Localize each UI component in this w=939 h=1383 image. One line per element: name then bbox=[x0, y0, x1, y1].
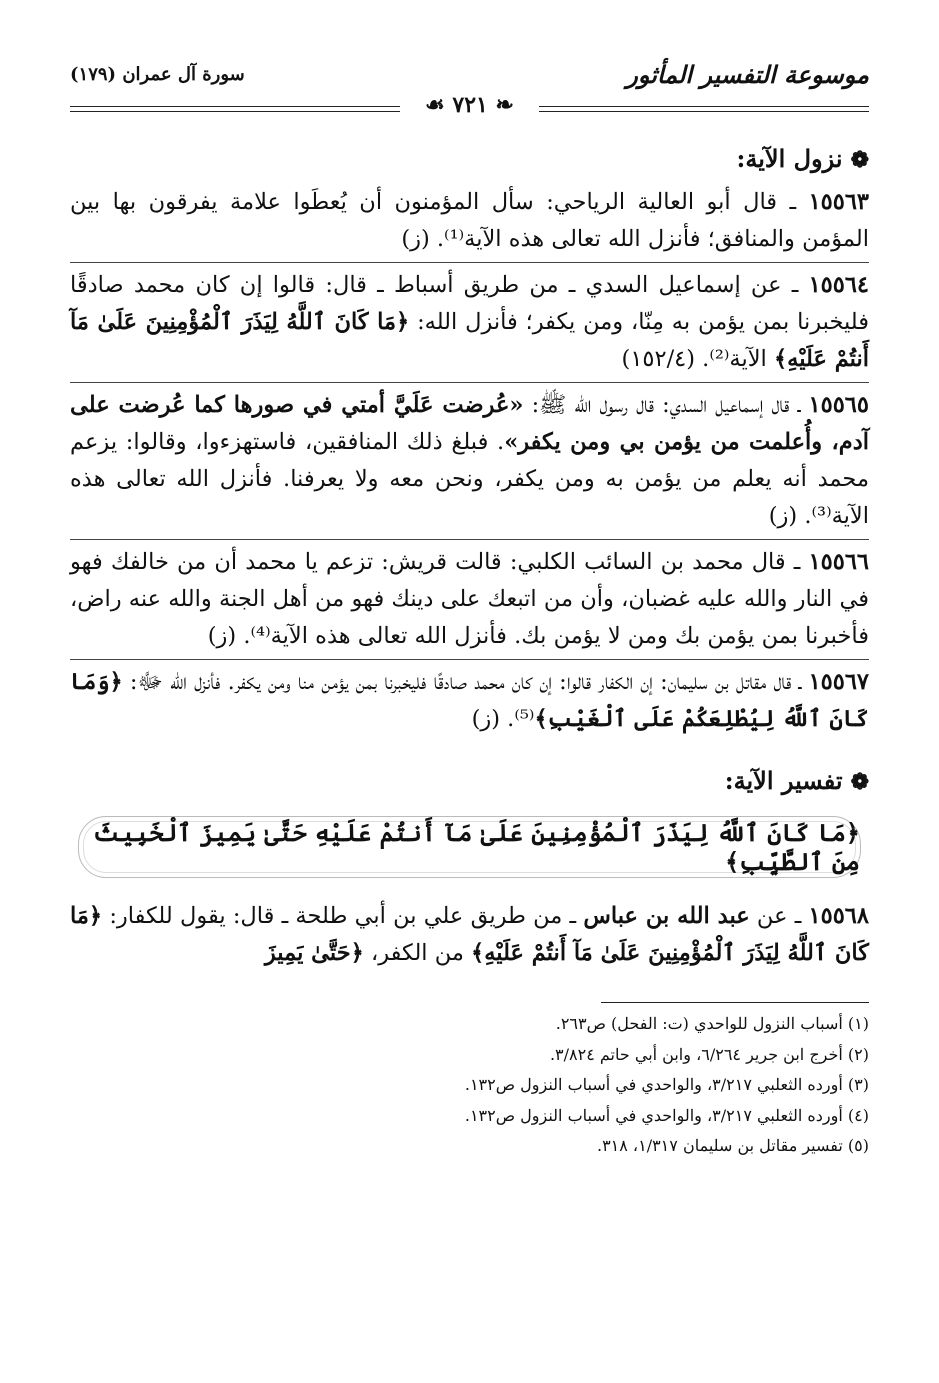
entry-text: ـ قال إسماعيل السدي: قال رسول الله ﷺ: bbox=[523, 392, 809, 418]
quran-quote: ﴿مَا كَانَ ٱللَّهُ لِيَذَرَ ٱلْمُؤْمِنِينَ عَلَىٰ مَآ أَنتُمْ عَلَيْهِ﴾ bbox=[70, 309, 869, 372]
quran-quote: ﴿وَمَا كَانَ ٱللَّهُ لِيُطْلِعَكُمْ عَلَى ٱلْغَيْبِ﴾ bbox=[70, 669, 869, 732]
page-number-value: ٧٢١ bbox=[452, 92, 488, 118]
entry-text: الآية⁽²⁾. (١٥٢/٤) bbox=[621, 346, 774, 372]
flower-icon: ❁ bbox=[850, 147, 869, 173]
verse-frame bbox=[78, 816, 861, 878]
header-rule bbox=[70, 92, 869, 120]
surah-title: سورة آل عمران (١٧٩) bbox=[70, 64, 245, 85]
entry-number: ١٥٥٦٦ bbox=[808, 549, 869, 575]
book-title: موسوعة التفسير المأثور bbox=[626, 60, 869, 89]
entry-number: ١٥٥٦٧ bbox=[808, 669, 869, 695]
entry-paragraph bbox=[70, 659, 869, 742]
page-header bbox=[70, 60, 869, 94]
entry-text: ـ من طريق علي بن أبي طلحة ـ قال: يقول للكفار: bbox=[102, 903, 584, 929]
page-number bbox=[425, 92, 514, 118]
entry-text: ـ عن إسماعيل السدي ـ من طريق أسباط ـ قال: قالوا إن كان محمد صادقًا فليخبرنا بمن يؤمن به مِنّا، ومن يكفر؛ فأنزل الله: bbox=[70, 272, 869, 335]
entry-text: . فبلغ ذلك المنافقين، فاستهزءوا، وقالوا: يزعم محمد أنه يعلم من يؤمن به ومن يكفر، ونحن معه ولا يعرفنا. فأنزل الله تعالى هذه الآية⁽³⁾. (ز) bbox=[70, 429, 869, 529]
quran-quote: ﴿حَتَّىٰ يَمِيزَ bbox=[264, 940, 364, 966]
entry-paragraph bbox=[70, 382, 869, 539]
footnote: (٢) أخرج ابن جرير ٦/٢٦٤، وابن أبي حاتم ٣/٨٢٤. bbox=[549, 1044, 869, 1064]
page bbox=[70, 60, 869, 1162]
flower-icon: ❁ bbox=[850, 769, 869, 795]
footnote: (٣) أورده الثعلبي ٣/٢١٧، والواحدي في أسباب النزول ص١٣٢. bbox=[464, 1075, 869, 1094]
quran-quote: ﴿مَا كَانَ ٱللَّهُ لِيَذَرَ ٱلْمُؤْمِنِينَ عَلَىٰ مَآ أَنتُمْ عَلَيْهِ﴾ bbox=[70, 903, 869, 966]
rule-line-right bbox=[539, 106, 869, 112]
footnotes bbox=[70, 1009, 869, 1162]
footnote-rule bbox=[601, 1002, 869, 1003]
verse-text: ﴿مَا كَانَ ٱللَّهُ لِيَذَرَ ٱلْمُؤْمِنِينَ عَلَىٰ مَآ أَنتُمْ عَلَيْهِ حَتَّىٰ يَمِيزَ ٱلْخَبِيثَ مِنَ ٱلطَّيِّبِ﴾ bbox=[93, 818, 860, 876]
entry-paragraph bbox=[70, 894, 869, 976]
entry-text: ـ قال مقاتل بن سليمان: إن الكفار قالوا: إن كان محمد صادقًا فليخبرنا بمن يؤمن منا ومن يكفر. فأنزل الله ﷻ: bbox=[122, 669, 809, 695]
footnote: (١) أسباب النزول للواحدي (ت: الفحل) ص٢٦٣. bbox=[555, 1014, 869, 1033]
section-heading-revelation bbox=[70, 138, 869, 180]
entry-paragraph bbox=[70, 539, 869, 659]
rule-line-left bbox=[70, 106, 400, 112]
entry-paragraph bbox=[70, 262, 869, 382]
entry-text: ⁽⁵⁾. (ز) bbox=[471, 706, 535, 732]
entry-paragraph bbox=[70, 180, 869, 262]
entry-text: من الكفر، bbox=[363, 940, 472, 966]
entry-text: ـ قال أبو العالية الرياحي: سأل المؤمنون أن يُعطَوا علامة يفرقون بها بين المؤمن والمنافق؛ فأنزل الله تعالى هذه الآية⁽¹⁾. (ز) bbox=[70, 189, 869, 252]
hadith-quote: «عُرضت عَلَيَّ أمتي في صورها كما عُرضت على آدم، وأُعلمت من يؤمن بي ومن يكفر» bbox=[70, 392, 869, 455]
section-title: تفسير الآية: bbox=[724, 766, 843, 795]
ornament-icon: ☙ bbox=[425, 92, 453, 118]
entry-number: ١٥٥٦٤ bbox=[808, 272, 869, 298]
entry-number: ١٥٥٦٨ bbox=[808, 903, 869, 929]
footnote: (٥) تفسير مقاتل بن سليمان ١/٣١٧، ٣١٨. bbox=[596, 1136, 869, 1155]
entry-text: ـ قال محمد بن السائب الكلبي: قالت قريش: تزعم يا محمد أن من خالفك فهو في النار والله عليه غضبان، وأن من اتبعك على دينك فهو من أهل الجنة والله عنه راض، فأخبرنا بمن يؤمن بك ومن لا يؤمن بك. فأنزل الله تعالى هذه الآية⁽⁴⁾. (ز) bbox=[70, 549, 869, 649]
entry-number: ١٥٥٦٥ bbox=[808, 392, 869, 418]
section-heading-tafsir bbox=[70, 760, 869, 802]
section-title: نزول الآية: bbox=[736, 144, 843, 173]
footnote: (٤) أورده الثعلبي ٣/٢١٧، والواحدي في أسباب النزول ص١٣٢. bbox=[464, 1105, 869, 1125]
entry-text: ـ عن bbox=[749, 903, 809, 929]
narrator-name: عبد الله بن عباس bbox=[583, 903, 750, 929]
entry-number: ١٥٥٦٣ bbox=[808, 189, 869, 215]
ornament-icon: ❧ bbox=[487, 92, 514, 118]
